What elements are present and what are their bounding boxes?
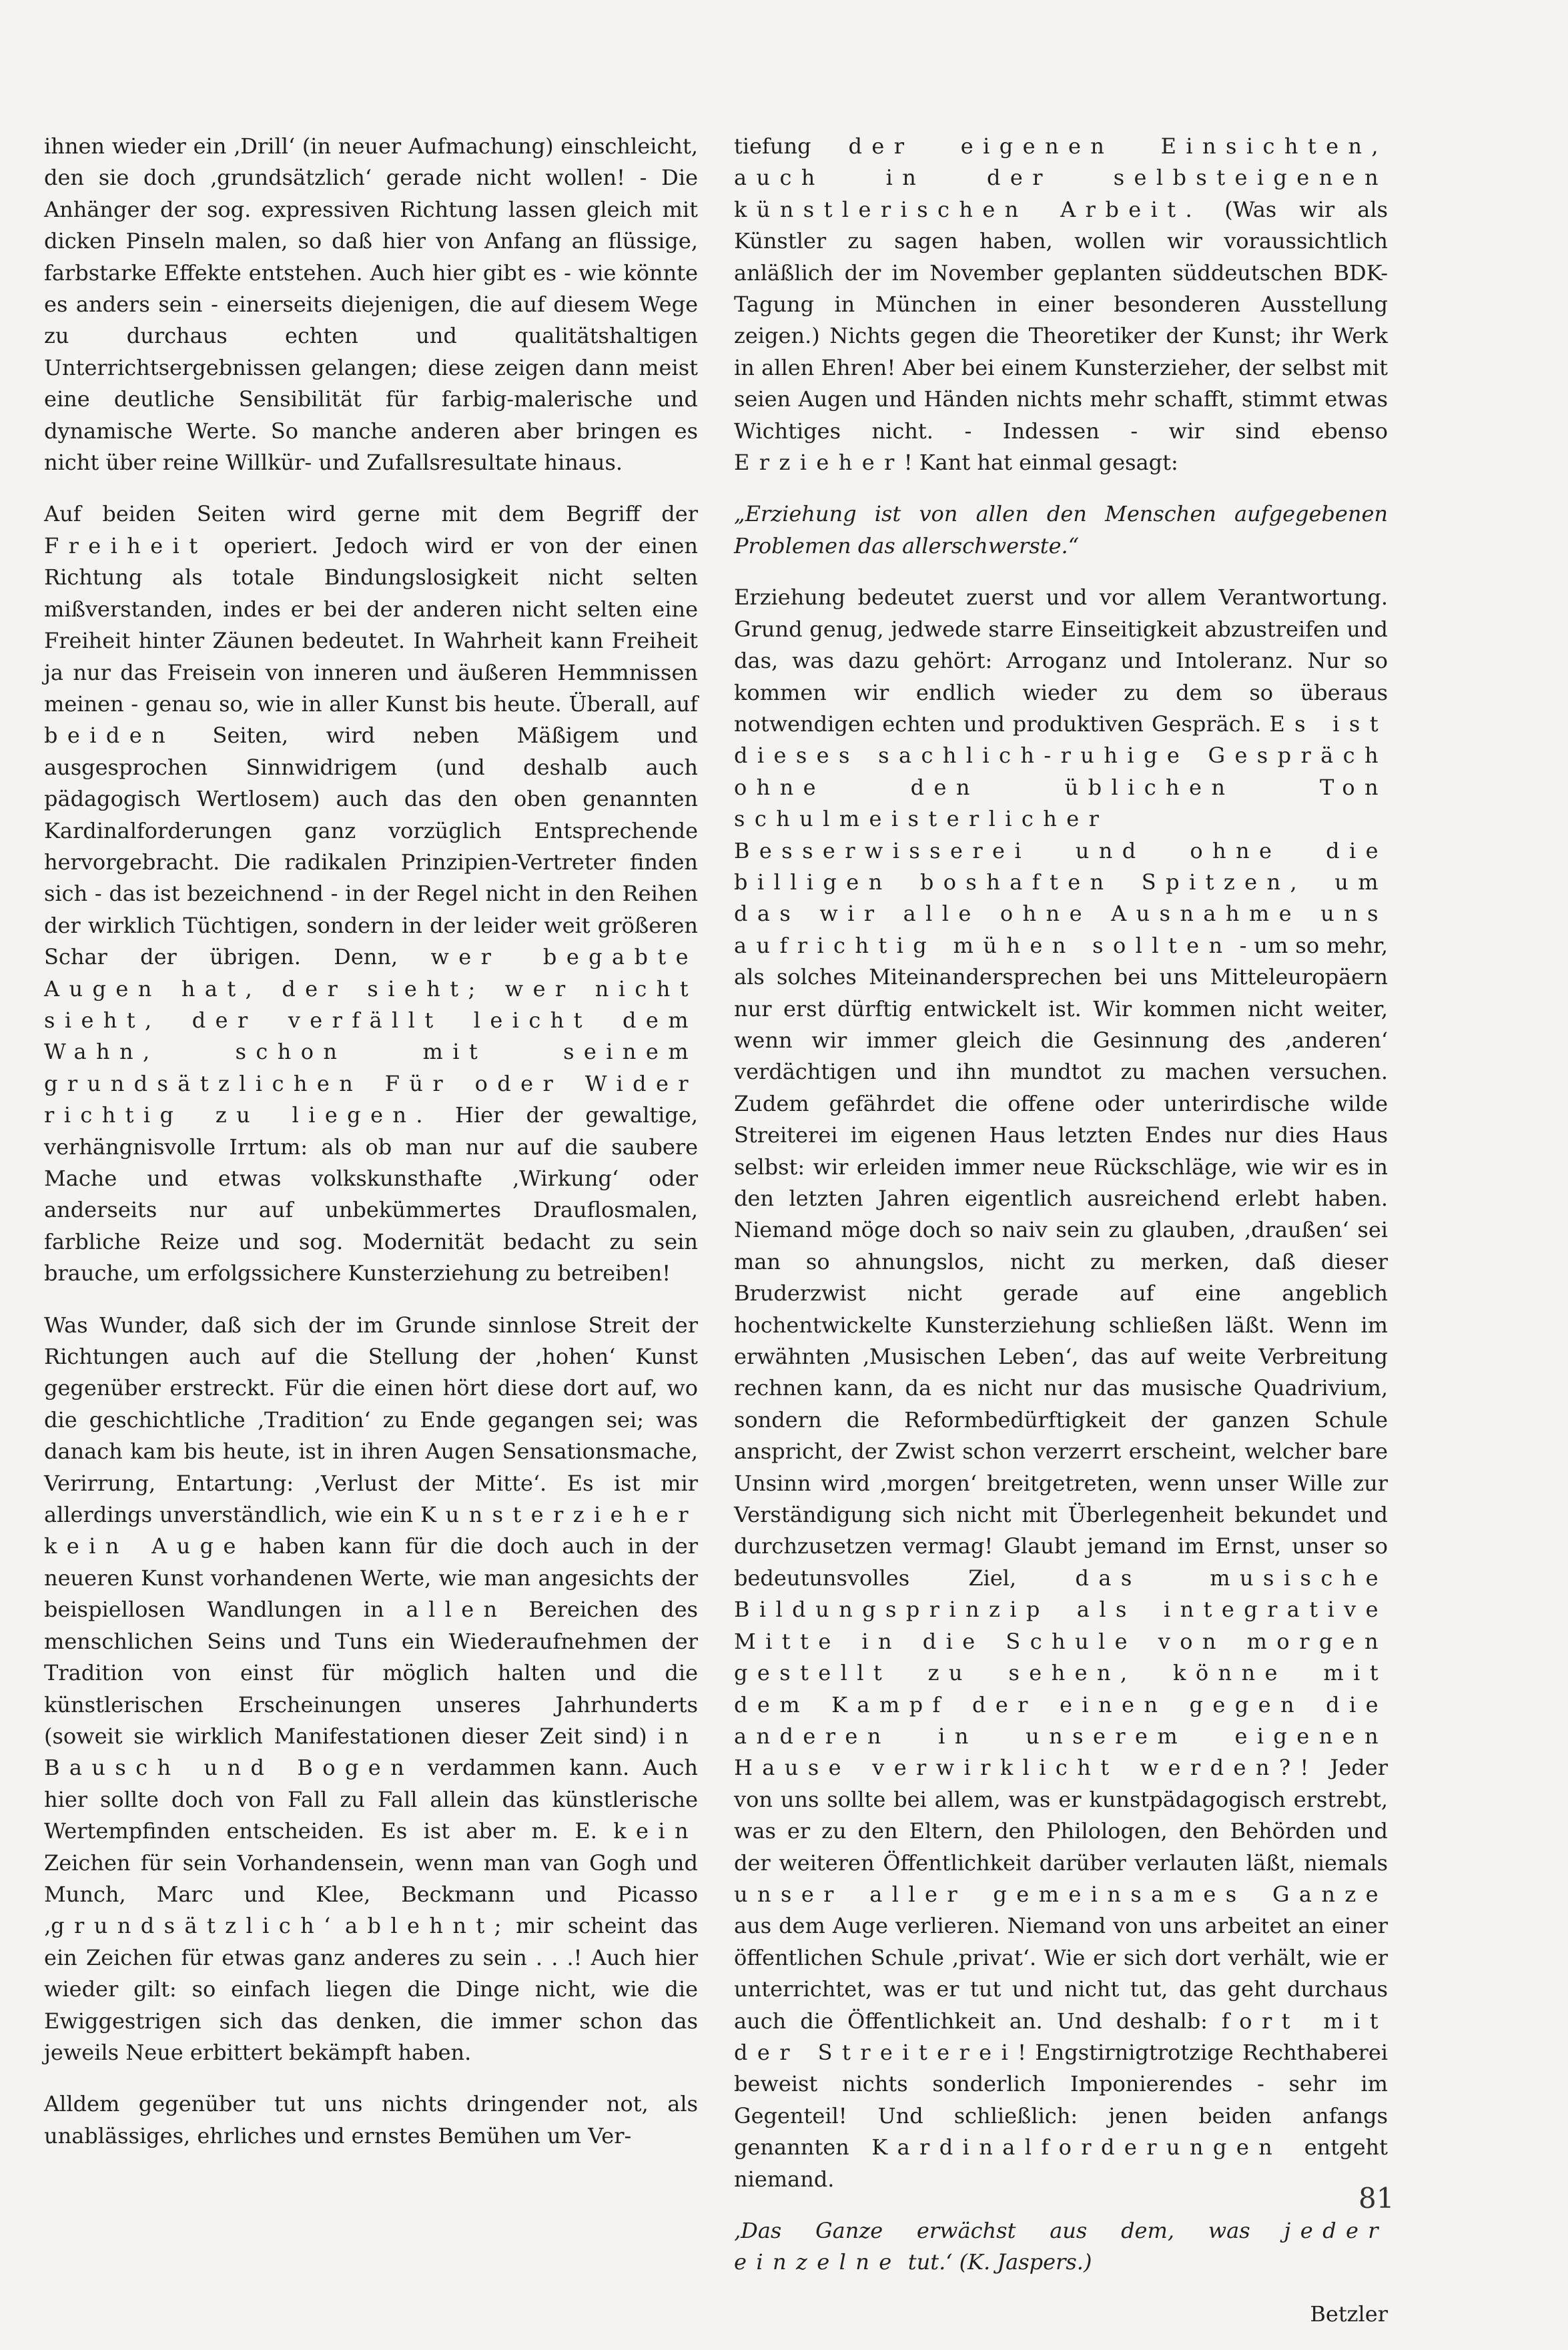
body-text: Was Wunder, daß sich der im Grunde sinnlose Streit der Richtungen auch auf die Stellung der ‚hohen‘ Kunst gegenüber erstreckt. Für die einen hört diese dort auf, wo die geschichtliche ‚Tradition‘ zu Ende gegangen sei; was danach kam bis heute, ist in ihren Augen Sensationsmache, Verirrung, Entartung: ‚Verlust der Mitte‘. Es ist mir allerdings unverständlich, wie ein [44,1312,698,1528]
body-text: ‚Das Ganze erwächst aus dem, was [734,2218,1284,2243]
right-column-paragraph [734,131,1388,478]
body-text: ihnen wieder ein ‚Drill‘ (in neuer Aufmachung) einschleicht, den sie doch ‚grundsätzlich‘ gerade nicht wollen! - Die Anhänger der sog. expressiven Richtung lassen gleich mit dicken Pinseln malen, so daß hier von Anfang an flüssige, farbstarke Effekte entstehen. Auch hier gibt es - wie könnte es anders sein - einerseits diejenigen, die auf diesem Wege zu durchaus echten und qualitätshaltigen Unterrichtsergebnissen gelangen; diese zeigen dann meist eine deutliche Sensibilität für farbig-malerische und dynamische Werte. So manche anderen aber bringen es nicht über reine Willkür- und Zufallsresultate hinaus. [44,133,698,476]
body-text: tiefung [734,133,849,159]
body-text: Bereichen des menschlichen Seins und Tuns ein Wiederaufnehmen der Tradition von einst für möglich halten und die künstlerischen Erscheinungen unseres Jahrhunderts (soweit sie wirklich Manifestationen dieser Zeit sind) [44,1597,699,1749]
body-text: ; mir scheint das ein Zeichen für etwas ganz anderes zu sein . . .! Auch hier wieder gilt: so einfach liegen die Dinge nicht, wie die Ewiggestrigen sich das denken, die immer schon das jeweils Neue erbittert bekämpft haben. [44,1913,699,2065]
body-text: haben kann für die doch auch in der neueren Kunst vorhandenen Werte, wie man angesichts der beispiellosen Wandlungen in [44,1533,698,1623]
body-text: tut.‘ (K. Jaspers.) [901,2249,1092,2275]
left-column-paragraph [44,2088,698,2152]
spaced-emphasis-text: unser aller gemeinsames Ganze [734,1881,1388,1907]
spaced-emphasis-text: Freiheit [44,532,208,558]
page-number: 81 [1358,2182,1395,2215]
spaced-emphasis-text: das musische Bildungsprinzip als integrative Mitte in die Schule von morgen gestellt zu sehen, könne mit dem Kampf der einen gegen die anderen in unserem eigenen Hause verwirklicht werden?! [734,1565,1388,1781]
author-signature: Betzler [1310,2301,1388,2327]
spaced-emphasis-text: beiden [44,723,175,749]
body-text: entgeht niemand. [734,2134,1388,2192]
right-column [734,131,1388,2350]
spaced-emphasis-text: ablehnt [344,1913,494,1939]
body-text: Jeder von uns sollte bei allem, was er kunstpädagogisch erstrebt, was er zu den Eltern, den Philologen, den Behörden und der weiteren Öffentlichkeit darüber verlauten läßt, niemals [734,1755,1388,1876]
body-text: Erziehung bedeutet zuerst und vor allem Verantwortung. Grund genug, jedwede starre Einseitigkeit abzustreifen und das, was dazu gehört: Arroganz und Intoleranz. Nur so kommen wir endlich wieder zu dem so überaus notwendigen echten und produktiven Gespräch. [734,584,1388,737]
signature-line [734,2299,1388,2330]
body-text: Alldem gegenüber tut uns nichts dringender not, als unablässiges, ehrliches und ernstes Bemühen um Ver- [44,2091,698,2148]
body-text: verdammen kann. Auch hier sollte doch von Fall zu Fall allein das künstlerische Wertempfinden entscheiden. Es ist aber m. E. [44,1755,698,1844]
spaced-emphasis-text: in Bausch und Bogen [44,1723,698,1781]
spaced-emphasis-text: allen [406,1597,507,1623]
body-text: Auf beiden Seiten wird gerne mit dem Begriff der [44,501,698,527]
spaced-emphasis-text: Erzieher [734,450,904,476]
body-text: ! Engstirnigtrotzige Rechthaberei beweist nichts sonderlich Imponierendes - sehr im Gegenteil! Und schließlich: jenen beiden anfangs genannten [734,2039,1388,2161]
left-column-paragraph [44,1310,698,2069]
body-text: ‘ [324,1913,345,1939]
body-text: Hier der gewaltige, verhängnisvolle Irrtum: als ob man nur auf die saubere Mache und etwas volkskunsthafte ‚Wirkung‘ oder anderseits nur auf unbekümmertes Drauflosmalen, farbliche Reize und sog. Modernität bedacht zu sein brauche, um erfolgssichere Kunsterziehung zu betreiben! [44,1102,699,1286]
left-column-paragraph [44,498,698,1289]
right-column-paragraph [734,582,1388,2195]
body-text: Zeichen für sein Vorhandensein, wenn man van Gogh und Munch, Marc und Klee, Beckmann und Picasso ‚ [44,1850,698,1939]
body-text: aus dem Auge verlieren. Niemand von uns arbeitet an einer öffentlichen Schule ‚privat‘. Wie er sich dort verhält, wie er unterrichtet, was er tut und nicht tut, das geht durchaus auch die Öffentlichkeit an. Und deshalb: [734,1913,1388,2034]
left-column-paragraph [44,131,698,478]
spaced-emphasis-text: grundsätzlich [51,1913,324,1939]
body-text: „Erziehung ist von allen den Menschen aufgegebenen Problemen das allerschwerste.“ [734,501,1388,558]
spaced-emphasis-text: jeder einzelne [734,2218,1388,2275]
spaced-emphasis-text: Kunsterzieher kein Auge [44,1502,698,1559]
body-text: (Was wir als Künstler zu sagen haben, wollen wir voraussichtlich anläßlich der im November geplanten süddeutschen BDK-Tagung in München in einer besonderen Ausstellung zeigen.) Nichts gegen die Theoretiker der Kunst; ihr Werk in allen Ehren! Aber bei einem Kunsterzieher, der selbst mit seien Augen und Händen nichts mehr schafft, stimmt etwas Wichtiges nicht. - Indessen - wir sind ebenso [734,196,1388,444]
left-column [44,131,698,2172]
spaced-emphasis-text: wer begabte Augen hat, der sieht; wer nicht sieht, der verfällt leicht dem Wahn, schon mit seinem grundsätzlichen Für oder Wider richtig zu liegen. [44,944,698,1128]
right-column-paragraph [734,2215,1388,2279]
right-column-paragraph [734,498,1388,562]
body-text: Seiten, wird neben Mäßigem und ausgesprochen Sinnwidrigem (und deshalb auch pädagogisch Wertlosem) auch das den oben genannten Kardinalforderungen ganz vorzüglich Entsprechende hervorgebracht. Die radikalen Prinzipien-Vertreter finden sich - das ist bezeichnend - in der Regel nicht in den Reihen der wirklich Tüchtigen, sondern in der leider weit größeren Schar der übrigen. Denn, [44,723,698,970]
spaced-emphasis-text: Kardinalforderungen [871,2134,1282,2161]
body-text: - um so mehr, als solches Miteinandersprechen bei uns Mitteleuropäern nur erst dürftig entwickelt ist. Wir kommen nicht weiter, wenn wir immer gleich die Gesinnung des ‚anderen‘ verdächtigen und ihn mundtot zu machen versuchen. Zudem gefährdet die offene oder unterirdische wilde Streiterei im eigenen Haus letzten Endes nur dies Haus selbst: wir erleiden immer neue Rückschläge, wie wir es in den letzten Jahren eigentlich ausreichend erlebt haben. Niemand möge doch so naiv sein zu glauben, ‚draußen‘ sei man so ahnungslos, nicht zu merken, daß dieser Bruderzwist nicht gerade auf eine angeblich hochentwickelte Kunsterziehung schließen läßt. Wenn im erwähnten ‚Musischen Leben‘, das auf weite Verbreitung rechnen kann, da es nicht nur das musische Quadrivium, sondern die Reformbedürftigkeit der ganzen Schule anspricht, der Zwist schon verzerrt erscheint, welcher bare Unsinn wird ‚morgen‘ breitgetreten, wenn unser Wille zur Verständigung sich nicht mit Überlegenheit bekundet und durchzusetzen vermag! Glaubt jemand im Ernst, unser so bedeutunsvolles Ziel, [734,932,1388,1591]
spaced-emphasis-text: kein [613,1818,698,1844]
body-text: operiert. Jedoch wird er von der einen Richtung als totale Bindungslosigkeit nicht selten mißverstanden, indes er bei der anderen nicht selten eine Freiheit hinter Zäunen bedeutet. In Wahrheit kann Freiheit ja nur das Freisein von inneren und äußeren Hemmnissen meinen - genau so, wie in aller Kunst bis heute. Überall, auf [44,532,698,717]
spaced-emphasis-text: fort mit der Streiterei [734,2008,1389,2065]
spaced-emphasis-text: der eigenen Einsichten, auch in der selbsteigenen künstlerischen Arbeit. [734,133,1389,222]
spaced-emphasis-text: Es ist dieses sachlich-ruhige Gespräch ohne den üblichen Ton schulmeisterlicher Besserwisserei und ohne die billigen boshaften Spitzen, um das wir alle ohne Ausnahme uns aufrichtig mühen sollten [734,711,1388,958]
body-text: ! Kant hat einmal gesagt: [903,450,1178,476]
